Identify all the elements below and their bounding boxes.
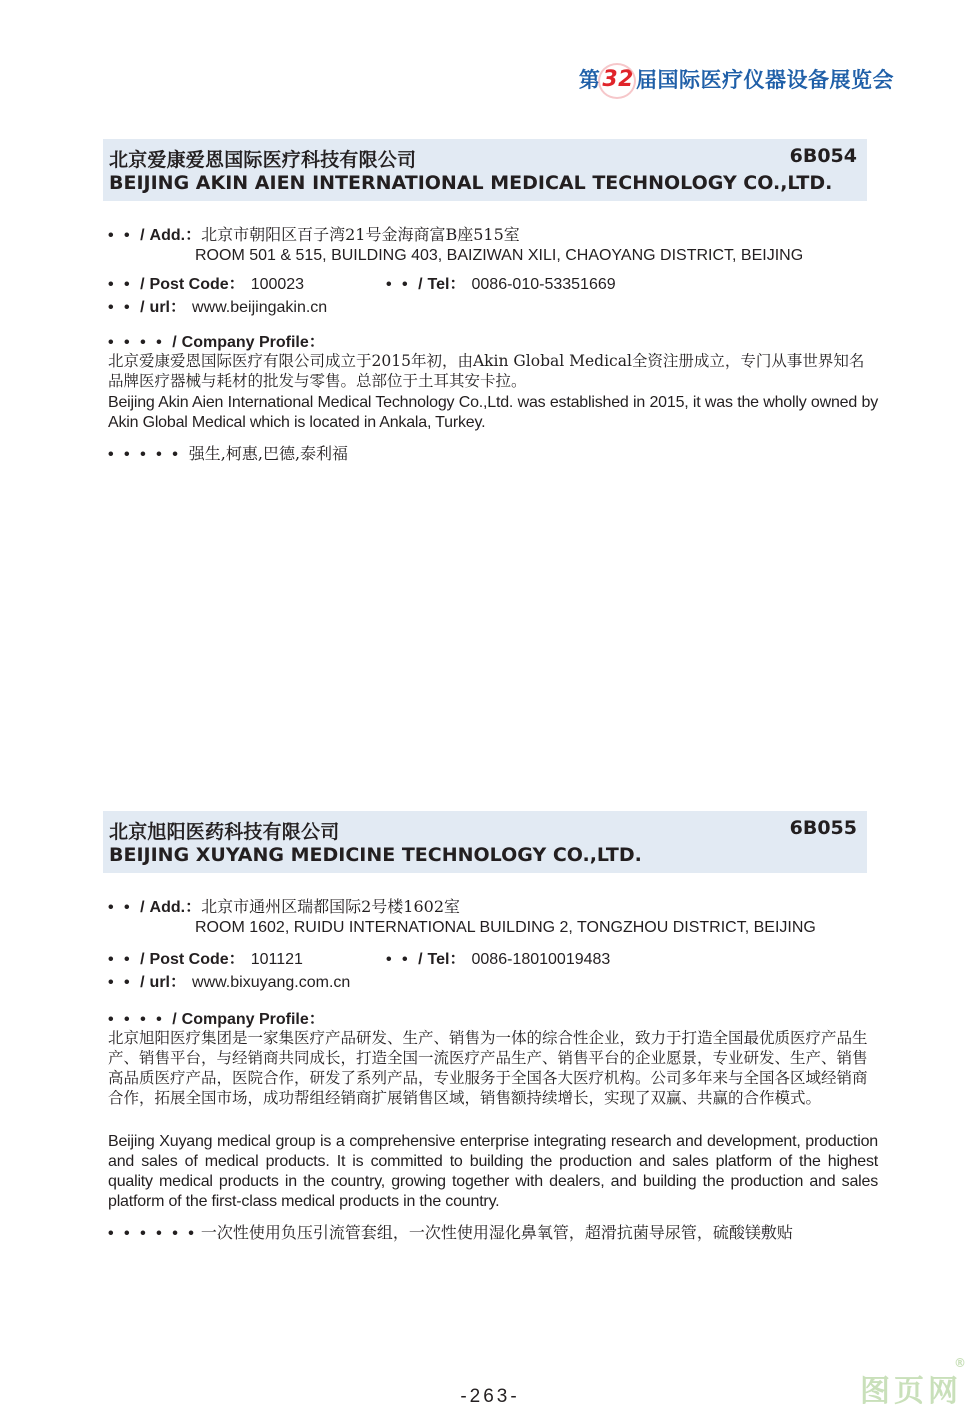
bullet-icon: • • / [386, 951, 426, 968]
watermark-logo [860, 1356, 966, 1410]
address-label: Add. [149, 227, 186, 244]
exhibition-title [579, 64, 894, 94]
url-row: • • / url： www.beijingakin.cn [108, 299, 328, 316]
bullet-icon: • • / [108, 276, 148, 293]
bullet-icon: • • / [108, 899, 148, 916]
address-cn: 北京市通州区瑞都国际2号楼1602室 [201, 897, 461, 916]
url-link[interactable]: www.bixuyang.com.cn [192, 974, 351, 991]
title-prefix: 第 [578, 68, 601, 92]
bullet-icon: • • • • • [108, 446, 181, 463]
profile-en: Beijing Xuyang medical group is a comprehensive enterprise integrating research and development, production and sales of medical products. It is committed to building the production and sales platform of the highest quality medical products in the country, growing together with dealers, and building the production and sales platform of the first-class medical products in the country. [108, 1133, 878, 1210]
profile-label: Company Profile [181, 334, 309, 351]
url-label: url [149, 974, 170, 991]
address-cn: 北京市朝阳区百子湾21号金海商富B座515室 [201, 225, 520, 244]
profile-en: Beijing Akin Aien International Medical Technology Co.,Ltd. was established in 2015, it was the wholly owned by Akin Global Medical which is located in Ankala, Turkey. [108, 394, 878, 431]
bullet-icon: • • / [108, 299, 148, 316]
postcode-row: • • / Post Code： 101121 [108, 951, 303, 968]
address-row: • • / Add.：北京市朝阳区百子湾21号金海商富B座515室 [108, 225, 520, 244]
products-list: 一次性使用负压引流管套组，一次性使用湿化鼻氧管，超滑抗菌导尿管，硫酸镁敷贴 [200, 1223, 793, 1242]
booth-number: 6B055 [789, 817, 857, 839]
booth-number: 6B054 [789, 145, 857, 167]
products-row [108, 441, 348, 464]
bullet-icon: • • / [108, 951, 148, 968]
company-name-en: BEIJING XUYANG MEDICINE TECHNOLOGY CO.,LTD. [109, 844, 642, 866]
postcode-label: Post Code [149, 951, 229, 968]
profile-label: Company Profile [181, 1011, 309, 1028]
title-suffix: 届国际医疗仪器设备展览会 [636, 68, 894, 92]
registered-icon: ® [954, 1356, 966, 1370]
bullet-icon: • • / [108, 227, 148, 244]
company-name-en: BEIJING AKIN AIEN INTERNATIONAL MEDICAL TECHNOLOGY CO.,LTD. [109, 172, 833, 194]
tel-row: • • / Tel： 0086-18010019483 [386, 951, 611, 968]
bullet-icon: • • / [108, 974, 148, 991]
products-row [108, 1220, 793, 1243]
page-number: -263- [460, 1386, 520, 1407]
profile-heading: • • • • / Company Profile： [108, 334, 325, 351]
url-row: • • / url： www.bixuyang.com.cn [108, 974, 351, 991]
tel-label: Tel [427, 276, 450, 293]
company-name-cn: 北京旭阳医药科技有限公司 [109, 821, 340, 843]
company-header-2 [103, 811, 867, 873]
tel-label: Tel [427, 951, 450, 968]
title-number: 32 [602, 66, 634, 92]
watermark-text: 图页网 [860, 1374, 962, 1409]
postcode-row: • • / Post Code： 100023 [108, 276, 305, 293]
company-name-cn: 北京爱康爱恩国际医疗科技有限公司 [109, 149, 417, 171]
bullet-icon: • • / [386, 276, 426, 293]
address-label: Add. [149, 899, 186, 916]
tel-value: 0086-18010019483 [471, 951, 611, 968]
postcode-value: 100023 [250, 276, 305, 293]
profile-heading: • • • • / Company Profile： [108, 1011, 325, 1028]
profile-cn: 北京爱康爱恩国际医疗有限公司成立于2015年初，由Akin Global Medical全资注册成立，专门从事世界知名品牌医疗器械与耗材的批发与零售。总部位于土耳其安卡拉。 [108, 352, 865, 390]
postcode-label: Post Code [149, 276, 229, 293]
address-row: • • / Add.：北京市通州区瑞都国际2号楼1602室 [108, 897, 461, 916]
products-list: 强生,柯惠,巴德,泰利福 [188, 444, 349, 463]
address-en: ROOM 1602, RUIDU INTERNATIONAL BUILDING 2, TONGZHOU DISTRICT, BEIJING [195, 919, 816, 936]
tel-row: • • / Tel： 0086-010-53351669 [386, 276, 616, 293]
bullet-icon: • • • • / [108, 1011, 180, 1028]
address-en: ROOM 501 & 515, BUILDING 403, BAIZIWAN XILI, CHAOYANG DISTRICT, BEIJING [195, 247, 804, 264]
url-label: url [149, 299, 170, 316]
bullet-icon: • • • • / [108, 334, 180, 351]
url-link[interactable]: www.beijingakin.cn [192, 299, 328, 316]
postcode-value: 101121 [250, 951, 303, 968]
bullet-icon: • • • • • • [108, 1225, 197, 1242]
profile-cn: 北京旭阳医疗集团是一家集医疗产品研发、生产、销售为一体的综合性企业，致力于打造全国最优质医疗产品生产、销售平台，与经销商共同成长，打造全国一流医疗产品生产、销售平台的企业愿景，专业研发、生产、销售高品质医疗产品，医院合作，研发了系列产品，专业服务于全国各大医疗机构。公司多年来与全国各区域经销商合作，拓展全国市场，成功帮组经销商扩展销售区域，销售额持续增长，实现了双赢、共赢的合作模式。 [108, 1029, 868, 1107]
tel-value: 0086-010-53351669 [471, 276, 616, 293]
company-header-1 [103, 139, 867, 201]
